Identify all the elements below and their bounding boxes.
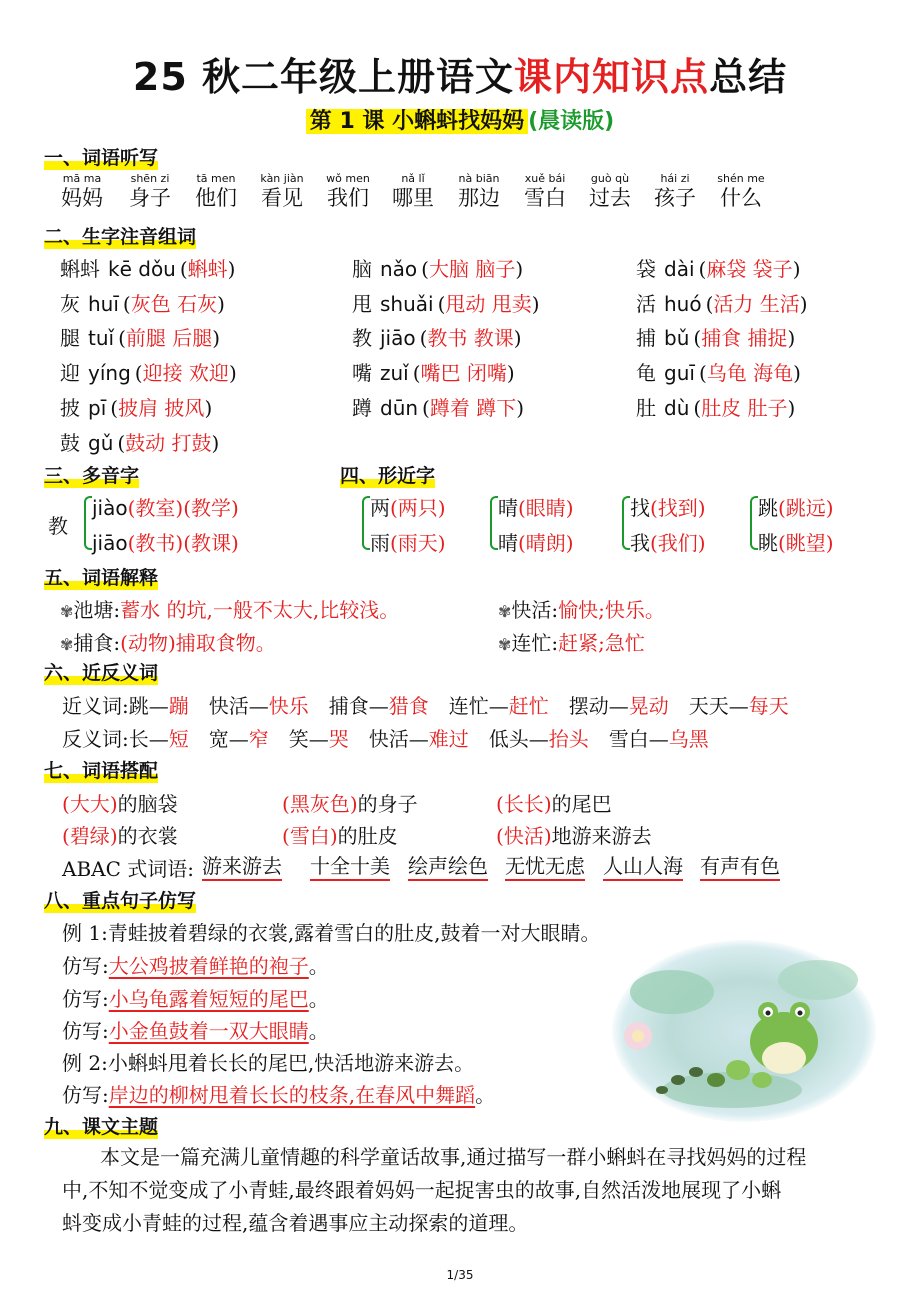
char-pinyin: shuǎi: [380, 291, 434, 316]
vocab-item: [701, 172, 781, 211]
paren: ): [787, 326, 796, 351]
char-entry: [352, 357, 515, 386]
pair: [449, 694, 549, 718]
pair-word: 捕食—: [328, 694, 389, 718]
similar-char: 找: [630, 496, 650, 520]
vocab-pinyin: shēn zi: [130, 172, 170, 185]
char-pinyin: zuǐ: [380, 361, 409, 386]
title-part1: 25 秋二年级上册语文: [132, 55, 515, 99]
pair: [129, 727, 189, 751]
leaf-icon: ✾: [498, 635, 512, 654]
vocab-word: 哪里: [392, 186, 434, 210]
collocation-fill: 快活: [503, 824, 544, 848]
title-highlight: 课内知识点: [514, 55, 710, 99]
char-words: 披肩 披风: [118, 395, 205, 420]
pair-word: 天天—: [688, 694, 749, 718]
paren: (: [134, 361, 143, 386]
poly-reading-1: jiào(教室)(教学): [92, 496, 239, 520]
poly-brace: [84, 496, 92, 550]
collocation-rest: 的尾巴: [551, 792, 612, 816]
char-words: 甩动 甩卖: [445, 291, 532, 316]
pair-word: 快活—: [368, 727, 429, 751]
char-pinyin: gǔ: [88, 430, 114, 455]
char: 鼓: [60, 430, 80, 455]
paren: ): [204, 395, 213, 420]
char-pinyin: guī: [664, 361, 695, 386]
char: 甩: [352, 291, 372, 316]
section-heading-4: 四、形近字: [340, 465, 436, 487]
paren: ): [792, 257, 801, 281]
section-heading-3: 三、多音字: [44, 465, 140, 487]
paren: (: [422, 395, 430, 420]
char-pinyin: huī: [88, 291, 119, 316]
vocab-pinyin: guò qù: [590, 172, 630, 185]
paren: ): [787, 395, 796, 420]
similar-word: (我们): [650, 531, 706, 555]
collocation: [62, 820, 178, 849]
vocab-word: 那边: [458, 186, 500, 210]
abac-word: 十全十美: [310, 853, 390, 881]
vocab-word: 什么: [720, 186, 762, 210]
char: 捕: [636, 326, 656, 351]
paren: (: [412, 361, 421, 386]
abac-word: 有声有色: [700, 853, 780, 881]
char-pinyin: nǎo: [380, 257, 418, 281]
char-pinyin: dù: [664, 395, 690, 420]
paren: ): [217, 291, 225, 316]
paren: ): [516, 395, 525, 420]
char-entry: [352, 322, 522, 351]
paren: (: [117, 430, 126, 455]
char-pinyin: bǔ: [664, 326, 690, 351]
char-pinyin: yíng: [88, 361, 131, 386]
collocation-fill: 长长: [503, 792, 544, 816]
collocation-rest: 地游来游去: [551, 824, 652, 848]
collocation-rest: 的脑袋: [117, 792, 178, 816]
poly-reading-2: jiāo(教书)(教课): [92, 531, 239, 555]
collocation-rest: 的肚皮: [337, 824, 398, 848]
theme-line-1: 本文是一篇充满儿童情趣的科学童话故事,通过描写一群小蝌蚪在寻找妈妈的过程: [100, 1145, 807, 1169]
section-heading-6: 六、近反义词: [44, 662, 159, 684]
paren: (: [496, 824, 504, 848]
similar-word: (跳远): [778, 496, 834, 520]
vocab-word: 过去: [589, 186, 631, 210]
imitation-3: 仿写:小金鱼鼓着一双大眼睛。: [62, 1019, 329, 1043]
synonym-row: [62, 690, 789, 719]
paren: (: [705, 291, 714, 316]
char-pinyin: pī: [88, 395, 107, 420]
char-words: 教书 教课: [427, 326, 514, 351]
paren: (: [282, 824, 290, 848]
collocation-fill: 黑灰色: [289, 792, 350, 816]
row-label: 近义词:: [62, 694, 129, 718]
char-words: 蹲着 蹲下: [429, 395, 517, 420]
leaf-icon: ✾: [498, 602, 512, 621]
similar-bottom: [630, 527, 706, 556]
similar-top: [630, 492, 706, 521]
paren: ): [227, 257, 236, 281]
section-heading-7: 七、词语搭配: [44, 760, 159, 782]
pair-answer: 乌黑: [668, 727, 709, 751]
vocab-word: 我们: [327, 186, 369, 210]
paren: ): [543, 824, 552, 848]
pair: [209, 694, 309, 718]
lesson-edition: (晨读版): [528, 109, 615, 134]
similar-brace: [490, 496, 498, 550]
pair: [569, 694, 669, 718]
section-heading-2: 二、生字注音组词: [44, 226, 197, 248]
pair: [689, 694, 789, 718]
paren: ): [329, 824, 338, 848]
pair-answer: 赶忙: [508, 694, 549, 718]
pair-answer: 蹦: [168, 694, 189, 718]
pair-word: 快活—: [208, 694, 269, 718]
paren: ): [513, 326, 522, 351]
char: 迎: [60, 361, 80, 386]
pair-word: 长—: [128, 727, 169, 751]
vocab-word: 雪白: [524, 186, 566, 210]
paren: (: [282, 792, 290, 816]
paren: ): [543, 792, 552, 816]
vocab-word: 看见: [261, 186, 303, 210]
char: 披: [60, 395, 80, 420]
example-sentence-1: 例 1:青蛙披着碧绿的衣裳,露着雪白的肚皮,鼓着一对大眼睛。: [62, 921, 601, 945]
similar-bottom: [498, 527, 574, 556]
similar-char: 晴: [498, 531, 518, 555]
char-entry: [60, 322, 220, 351]
pair-answer: 抬头: [548, 727, 589, 751]
vocab-pinyin: hái zi: [660, 172, 690, 185]
similar-char: 两: [370, 496, 390, 520]
pair-word: 跳—: [128, 694, 169, 718]
section-heading-1: 一、词语听写: [44, 147, 159, 169]
title-part3: 总结: [709, 55, 788, 99]
similar-word: (眼睛): [518, 496, 574, 520]
paren: (: [693, 326, 702, 351]
pair-word: 连忙—: [448, 694, 509, 718]
frog-illustration: [612, 940, 876, 1122]
abac-word: 游来游去: [202, 853, 282, 881]
pair: [609, 727, 709, 751]
char-pinyin: huó: [664, 291, 702, 316]
row-label: 反义词:: [62, 727, 129, 751]
char-entry: [636, 392, 795, 421]
char: 嘴: [352, 361, 372, 386]
frog-picture: [612, 940, 876, 1122]
char: 活: [636, 291, 656, 316]
char-entry: [60, 392, 212, 421]
paren: (: [122, 291, 131, 316]
vocab-pinyin: nà biān: [458, 172, 500, 185]
imitation-2: 仿写:小乌龟露着短短的尾巴。: [62, 987, 329, 1011]
paren: ): [228, 361, 237, 386]
abac-label: ABAC 式词语:: [62, 857, 194, 881]
char-entry: [636, 357, 801, 386]
char-pinyin: dūn: [380, 395, 419, 420]
pair-answer: 哭: [328, 727, 349, 751]
char: 脑: [352, 257, 372, 281]
pair: [129, 694, 189, 718]
char: 腿: [60, 326, 80, 351]
char-words: 鼓动 打鼓: [125, 430, 212, 455]
page-number: 1/35: [446, 1268, 474, 1282]
paren: (: [698, 361, 707, 386]
similar-brace: [750, 496, 758, 550]
vocab-pinyin: nǎ lǐ: [401, 172, 425, 185]
collocation: [62, 788, 178, 817]
char-words: 嘴巴 闭嘴: [420, 361, 507, 386]
similar-bottom: [370, 527, 446, 556]
collocation: [496, 820, 652, 849]
paren: ): [211, 430, 220, 455]
similar-top: [370, 492, 446, 521]
char: 袋: [636, 257, 656, 281]
paren: ): [515, 257, 524, 281]
char: 蹲: [352, 395, 372, 420]
collocation: [282, 788, 418, 817]
abac-word: 无忧无虑: [505, 853, 585, 881]
explain-1: ✾池塘:蓄水 的坑,一般不太大,比较浅。: [60, 598, 400, 622]
abac-word: 人山人海: [603, 853, 683, 881]
char-words: 麻袋 袋子: [706, 257, 793, 281]
vocab-pinyin: kàn jiàn: [260, 172, 304, 185]
char-entry: [60, 357, 237, 386]
char-words: 捕食 捕捉: [701, 326, 788, 351]
section-heading-5: 五、词语解释: [44, 567, 159, 589]
pair: [489, 727, 589, 751]
paren: (: [419, 326, 428, 351]
paren: (: [437, 291, 446, 316]
similar-top: [498, 492, 574, 521]
collocation-fill: 大大: [69, 792, 110, 816]
char-entry: [60, 427, 219, 456]
char-entry: [352, 392, 524, 421]
char-words: 前腿 后腿: [125, 326, 213, 351]
similar-char: 雨: [370, 531, 390, 555]
char-entry: [636, 253, 801, 282]
vocab-pinyin: tā men: [196, 172, 236, 185]
vocab-word: 身子: [129, 186, 171, 210]
imitation-1: 仿写:大公鸡披着鲜艳的袍子。: [62, 954, 329, 978]
similar-word: (两只): [390, 496, 446, 520]
collocation-rest: 的身子: [357, 792, 418, 816]
char-words: 乌龟 海龟: [706, 361, 794, 386]
char-entry: [60, 288, 225, 317]
section-heading-8: 八、重点句子仿写: [44, 890, 197, 912]
similar-word: (找到): [650, 496, 706, 520]
similar-char: 眺: [758, 531, 778, 555]
char-words: 蝌蚪: [187, 257, 228, 281]
similar-word: (眺望): [778, 531, 834, 555]
vocab-pinyin: wǒ men: [326, 172, 370, 185]
collocation-fill: 雪白: [289, 824, 330, 848]
paren: ): [799, 291, 808, 316]
pair-answer: 难过: [428, 727, 469, 751]
pair-word: 雪白—: [608, 727, 669, 751]
leaf-icon: ✾: [60, 602, 74, 621]
char-entry: [636, 322, 795, 351]
paren: (: [698, 257, 707, 281]
paren: (: [110, 395, 119, 420]
example-sentence-2: 例 2:小蝌蚪甩着长长的尾巴,快活地游来游去。: [62, 1051, 475, 1075]
pair-answer: 猎食: [388, 694, 429, 718]
similar-char: 晴: [498, 496, 518, 520]
explain-3: ✾捕食:(动物)捕取食物。: [60, 631, 276, 655]
collocation-fill: 碧绿: [69, 824, 110, 848]
paren: ): [349, 792, 358, 816]
paren: (: [421, 257, 429, 281]
paren: ): [531, 291, 540, 316]
char-entry: [352, 253, 523, 282]
paren: ): [506, 361, 515, 386]
pair: [329, 694, 429, 718]
char-entry: [60, 253, 235, 282]
pair-word: 低头—: [488, 727, 549, 751]
pair-answer: 快乐: [268, 694, 309, 718]
char-entry: [636, 288, 808, 317]
vocab-pinyin: xuě bái: [524, 172, 566, 185]
pair: [369, 727, 469, 751]
char-pinyin: jiāo: [380, 326, 416, 351]
pair: [209, 727, 269, 751]
similar-top: [758, 492, 834, 521]
char-words: 活力 生活: [713, 291, 800, 316]
paren: (: [496, 792, 504, 816]
imitation-4: 仿写:岸边的柳树甩着长长的枝条,在春风中舞蹈。: [62, 1083, 496, 1107]
vocab-pinyin: mā ma: [62, 172, 102, 185]
paren: ): [109, 792, 118, 816]
pair-answer: 晃动: [628, 694, 669, 718]
pair-answer: 短: [168, 727, 189, 751]
antonym-row: [62, 723, 709, 752]
char-words: 灰色 石灰: [130, 291, 218, 316]
char-pinyin: dài: [664, 257, 695, 281]
theme-line-3: 蚪变成小青蛙的过程,蕴含着遇事应主动探索的道理。: [62, 1211, 529, 1235]
collocation: [496, 788, 612, 817]
explain-2: ✾快活:愉快;快乐。: [498, 598, 665, 622]
paren: (: [179, 257, 188, 281]
abac-word: 绘声绘色: [408, 853, 488, 881]
paren: (: [62, 792, 70, 816]
vocab-word: 他们: [195, 186, 237, 210]
vocab-word: 妈妈: [61, 186, 103, 210]
collocation: [282, 820, 398, 849]
similar-bottom: [758, 527, 834, 556]
theme-line-2: 中,不知不觉变成了小青蛙,最终跟着妈妈一起捉害虫的故事,自然活泼地展现了小蝌: [62, 1178, 782, 1202]
lesson-subtitle: [0, 104, 920, 135]
leaf-icon: ✾: [60, 635, 74, 654]
vocab-word: 孩子: [654, 186, 696, 210]
similar-brace: [362, 496, 370, 550]
char-words: 肚皮 肚子: [701, 395, 788, 420]
pair-answer: 每天: [748, 694, 789, 718]
similar-char: 我: [630, 531, 650, 555]
page-title: [0, 46, 920, 101]
char: 教: [352, 326, 372, 351]
paren: (: [693, 395, 702, 420]
poly-char: 教: [48, 514, 68, 538]
collocation-rest: 的衣裳: [117, 824, 178, 848]
section-heading-9: 九、课文主题: [44, 1116, 159, 1138]
similar-word: (雨天): [390, 531, 446, 555]
pair: [289, 727, 349, 751]
pair-word: 宽—: [208, 727, 249, 751]
explain-4: ✾连忙:赶紧;急忙: [498, 631, 645, 655]
char: 灰: [60, 291, 80, 316]
similar-word: (晴朗): [518, 531, 574, 555]
char-words: 迎接 欢迎: [142, 361, 229, 386]
char-words: 大脑 脑子: [428, 257, 516, 281]
paren: ): [109, 824, 118, 848]
pair-word: 摆动—: [568, 694, 629, 718]
pair-answer: 窄: [248, 727, 269, 751]
vocab-pinyin: shén me: [717, 172, 765, 185]
char: 肚: [636, 395, 656, 420]
paren: (: [118, 326, 126, 351]
paren: (: [62, 824, 70, 848]
char-entry: [352, 288, 540, 317]
pair-word: 笑—: [288, 727, 329, 751]
char: 龟: [636, 361, 656, 386]
paren: ): [793, 361, 801, 386]
char: 蝌蚪: [60, 257, 100, 281]
char-pinyin: tuǐ: [88, 326, 115, 351]
paren: ): [212, 326, 221, 351]
similar-brace: [622, 496, 630, 550]
char-pinyin: kē dǒu: [108, 257, 176, 281]
similar-char: 跳: [758, 496, 778, 520]
lesson-name: 第 1 课 小蝌蚪找妈妈: [306, 109, 528, 134]
